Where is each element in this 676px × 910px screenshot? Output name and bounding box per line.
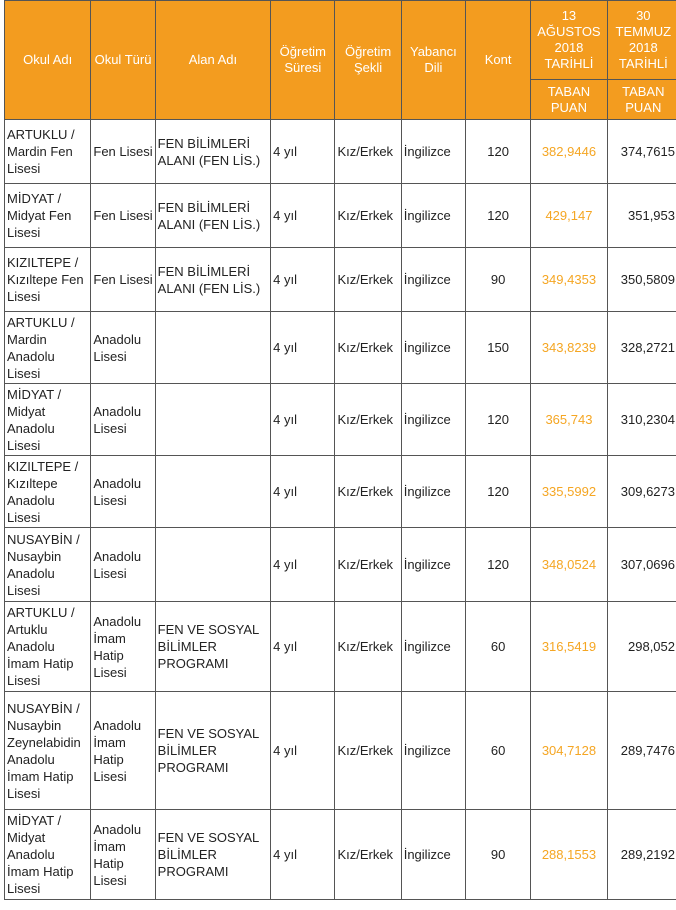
table-row [5,692,676,810]
ogretim-sekli-cell: Kız/Erkek [335,602,401,692]
kont-cell: 120 [466,528,531,602]
okul-turu-cell: Anadolu Lisesi [91,528,155,602]
okul-turu-cell: Fen Lisesi [91,120,155,184]
taban-puan-2018-07-30-cell: 328,2721 [607,312,676,384]
yabanci-dili-cell: İngilizce [401,528,465,602]
header-kont: Kont [466,1,531,120]
okul-adi-cell: NUSAYBİN / Nusaybin Zeynelabidin Anadolu İmam Hatip Lisesi [5,692,91,810]
okul-turu-cell: Anadolu Lisesi [91,384,155,456]
ogretim-suresi-cell: 4 yıl [271,248,335,312]
okul-adi-cell: KIZILTEPE / Kızıltepe Fen Lisesi [5,248,91,312]
taban-puan-2018-08-13-cell: 382,9446 [531,120,607,184]
taban-puan-2018-08-13-cell: 343,8239 [531,312,607,384]
ogretim-sekli-cell: Kız/Erkek [335,528,401,602]
taban-puan-2018-08-13-cell: 429,147 [531,184,607,248]
header-ogretim-sekli: Öğretim Şekli [335,1,401,120]
kont-cell: 90 [466,810,531,900]
table-row [5,810,676,900]
kont-cell: 150 [466,312,531,384]
yabanci-dili-cell: İngilizce [401,384,465,456]
alan-adi-cell: FEN BİLİMLERİ ALANI (FEN LİS.) [155,248,271,312]
yabanci-dili-cell: İngilizce [401,456,465,528]
table-row [5,384,676,456]
table-row [5,248,676,312]
table-row [5,312,676,384]
header-taban-puan-2: TABAN PUAN [607,80,676,120]
header-date-13-agustos: 13 AĞUSTOS 2018 TARİHLİ [531,1,607,80]
taban-puan-2018-07-30-cell: 298,052 [607,602,676,692]
yabanci-dili-cell: İngilizce [401,248,465,312]
ogretim-suresi-cell: 4 yıl [271,528,335,602]
okul-turu-cell: Fen Lisesi [91,248,155,312]
alan-adi-cell: FEN BİLİMLERİ ALANI (FEN LİS.) [155,120,271,184]
taban-puan-2018-07-30-cell: 351,953 [607,184,676,248]
yabanci-dili-cell: İngilizce [401,312,465,384]
okul-turu-cell: Anadolu İmam Hatip Lisesi [91,810,155,900]
taban-puan-2018-07-30-cell: 289,7476 [607,692,676,810]
kont-cell: 60 [466,602,531,692]
taban-puan-2018-08-13-cell: 316,5419 [531,602,607,692]
taban-puan-2018-07-30-cell: 289,2192 [607,810,676,900]
kont-cell: 120 [466,456,531,528]
table-row [5,456,676,528]
okul-turu-cell: Anadolu İmam Hatip Lisesi [91,692,155,810]
kont-cell: 120 [466,384,531,456]
ogretim-suresi-cell: 4 yıl [271,184,335,248]
ogretim-suresi-cell: 4 yıl [271,602,335,692]
table-row [5,184,676,248]
yabanci-dili-cell: İngilizce [401,602,465,692]
okul-adi-cell: MİDYAT / Midyat Anadolu İmam Hatip Lisesi [5,810,91,900]
table-row [5,602,676,692]
taban-puan-2018-07-30-cell: 374,7615 [607,120,676,184]
taban-puan-2018-08-13-cell: 335,5992 [531,456,607,528]
taban-puan-2018-08-13-cell: 348,0524 [531,528,607,602]
kont-cell: 120 [466,120,531,184]
okul-adi-cell: ARTUKLU / Mardin Anadolu Lisesi [5,312,91,384]
alan-adi-cell: FEN VE SOSYAL BİLİMLER PROGRAMI [155,810,271,900]
okul-turu-cell: Anadolu İmam Hatip Lisesi [91,602,155,692]
okul-adi-cell: KIZILTEPE / Kızıltepe Anadolu Lisesi [5,456,91,528]
taban-puan-2018-07-30-cell: 309,6273 [607,456,676,528]
ogretim-suresi-cell: 4 yıl [271,312,335,384]
ogretim-suresi-cell: 4 yıl [271,120,335,184]
okul-adi-cell: ARTUKLU / Mardin Fen Lisesi [5,120,91,184]
alan-adi-cell: FEN VE SOSYAL BİLİMLER PROGRAMI [155,602,271,692]
taban-puan-2018-07-30-cell: 307,0696 [607,528,676,602]
header-okul-adi: Okul Adı [5,1,91,120]
table-row [5,528,676,602]
okul-adi-cell: ARTUKLU / Artuklu Anadolu İmam Hatip Lisesi [5,602,91,692]
okul-turu-cell: Fen Lisesi [91,184,155,248]
taban-puan-2018-07-30-cell: 310,2304 [607,384,676,456]
ogretim-sekli-cell: Kız/Erkek [335,692,401,810]
header-ogretim-suresi: Öğretim Süresi [271,1,335,120]
taban-puan-2018-08-13-cell: 288,1553 [531,810,607,900]
kont-cell: 120 [466,184,531,248]
ogretim-sekli-cell: Kız/Erkek [335,384,401,456]
header-taban-puan-1: TABAN PUAN [531,80,607,120]
okul-adi-cell: MİDYAT / Midyat Anadolu Lisesi [5,384,91,456]
alan-adi-cell [155,528,271,602]
alan-adi-cell [155,384,271,456]
yabanci-dili-cell: İngilizce [401,810,465,900]
header-alan-adi: Alan Adı [155,1,271,120]
alan-adi-cell [155,456,271,528]
taban-puan-2018-08-13-cell: 365,743 [531,384,607,456]
taban-puan-2018-08-13-cell: 304,7128 [531,692,607,810]
okul-turu-cell: Anadolu Lisesi [91,312,155,384]
taban-puan-2018-08-13-cell: 349,4353 [531,248,607,312]
ogretim-suresi-cell: 4 yıl [271,692,335,810]
taban-puan-2018-07-30-cell: 350,5809 [607,248,676,312]
yabanci-dili-cell: İngilizce [401,120,465,184]
ogretim-sekli-cell: Kız/Erkek [335,248,401,312]
ogretim-sekli-cell: Kız/Erkek [335,120,401,184]
alan-adi-cell: FEN VE SOSYAL BİLİMLER PROGRAMI [155,692,271,810]
header-date-30-temmuz: 30 TEMMUZ 2018 TARİHLİ [607,1,676,80]
taban-puan-table [4,0,676,900]
kont-cell: 90 [466,248,531,312]
ogretim-sekli-cell: Kız/Erkek [335,456,401,528]
yabanci-dili-cell: İngilizce [401,692,465,810]
table-row [5,120,676,184]
okul-adi-cell: NUSAYBİN / Nusaybin Anadolu Lisesi [5,528,91,602]
ogretim-sekli-cell: Kız/Erkek [335,312,401,384]
ogretim-suresi-cell: 4 yıl [271,810,335,900]
ogretim-sekli-cell: Kız/Erkek [335,184,401,248]
header-yabanci-dili: Yabancı Dili [401,1,465,120]
ogretim-suresi-cell: 4 yıl [271,456,335,528]
alan-adi-cell [155,312,271,384]
ogretim-sekli-cell: Kız/Erkek [335,810,401,900]
okul-turu-cell: Anadolu Lisesi [91,456,155,528]
ogretim-suresi-cell: 4 yıl [271,384,335,456]
kont-cell: 60 [466,692,531,810]
header-okul-turu: Okul Türü [91,1,155,120]
yabanci-dili-cell: İngilizce [401,184,465,248]
okul-adi-cell: MİDYAT / Midyat Fen Lisesi [5,184,91,248]
alan-adi-cell: FEN BİLİMLERİ ALANI (FEN LİS.) [155,184,271,248]
